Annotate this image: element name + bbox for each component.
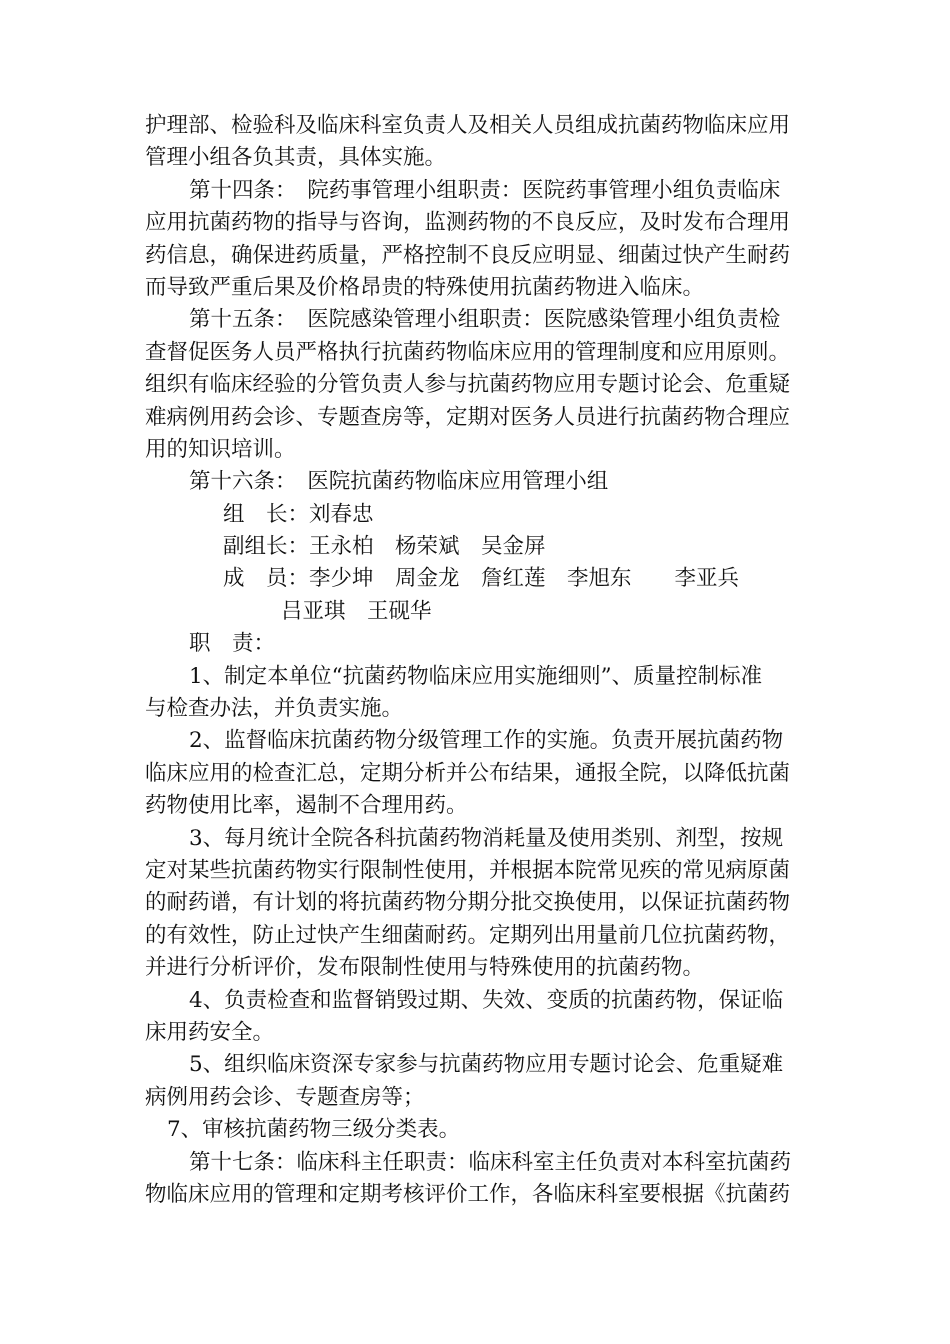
- text-line: 的耐药谱，有计划的将抗菌药物分期分批交换使用，以保证抗菌药物: [145, 890, 791, 916]
- text-line: 的有效性，防止过快产生细菌耐药。定期列出用量前几位抗菌药物，: [145, 922, 791, 948]
- text-line: 定对某些抗菌药物实行限制性使用，并根据本院常见疾的常见病原菌: [145, 857, 791, 883]
- text-line: 床用药安全。: [145, 1019, 275, 1045]
- duty-item-1: 1、制定本单位“抗菌药物临床应用实施细则”、质量控制标准: [189, 663, 763, 689]
- article-15-heading: 第十五条： 医院感染管理小组职责：医院感染管理小组负责检: [189, 307, 781, 333]
- text-line: 药物使用比率，遏制不合理用药。: [145, 793, 468, 819]
- duty-item-7: 7、审核抗菌药物三级分类表。: [167, 1117, 461, 1143]
- duty-item-2: 2、监督临床抗菌药物分级管理工作的实施。负责开展抗菌药物: [189, 728, 784, 754]
- text-line: 组织有临床经验的分管负责人参与抗菌药物应用专题讨论会、危重疑: [145, 372, 791, 398]
- document-body: [145, 110, 810, 1211]
- text-line: 病例用药会诊、专题查房等；: [145, 1084, 425, 1110]
- text-line: 物临床应用的管理和定期考核评价工作，各临床科室要根据《抗菌药: [145, 1181, 791, 1207]
- text-line: 应用抗菌药物的指导与咨询，监测药物的不良反应，及时发布合理用: [145, 210, 791, 236]
- text-line: 管理小组各负其责，具体实施。: [145, 145, 447, 171]
- text-line: 与检查办法，并负责实施。: [145, 696, 404, 722]
- duties-heading: 职 责：: [189, 631, 276, 657]
- members-line: 成 员：李少坤 周金龙 詹红莲 李旭东 李亚兵: [223, 566, 740, 592]
- group-leader-line: 组 长：刘春忠: [223, 501, 374, 527]
- text-line: 用的知识培训。: [145, 436, 296, 462]
- duty-item-3: 3、每月统计全院各科抗菌药物消耗量及使用类别、剂型，按规: [189, 825, 784, 851]
- duty-item-5: 5、组织临床资深专家参与抗菌药物应用专题讨论会、危重疑难: [189, 1052, 784, 1078]
- text-line: 而导致严重后果及价格昂贵的特殊使用抗菌药物进入临床。: [145, 274, 705, 300]
- article-16-heading: 第十六条： 医院抗菌药物临床应用管理小组: [189, 469, 609, 495]
- text-line: 查督促医务人员严格执行抗菌药物临床应用的管理制度和应用原则。: [145, 339, 791, 365]
- article-14-heading: 第十四条： 院药事管理小组职责：医院药事管理小组负责临床: [189, 177, 781, 203]
- text-line: 临床应用的检查汇总，定期分析并公布结果，通报全院，以降低抗菌: [145, 760, 791, 786]
- duty-item-4: 4、负责检查和监督销毁过期、失效、变质的抗菌药物，保证临: [189, 987, 784, 1013]
- members-line-continued: 吕亚琪 王砚华: [281, 598, 432, 624]
- article-17-heading: 第十七条：临床科主任职责：临床科室主任负责对本科室抗菌药: [189, 1149, 792, 1175]
- text-line: 难病例用药会诊、专题查房等，定期对医务人员进行抗菌药物合理应: [145, 404, 791, 430]
- text-line: 并进行分析评价，发布限制性使用与特殊使用的抗菌药物。: [145, 955, 705, 981]
- text-line: 护理部、检验科及临床科室负责人及相关人员组成抗菌药物临床应用: [145, 113, 791, 138]
- text-line: 药信息，确保进药质量，严格控制不良反应明显、细菌过快产生耐药: [145, 242, 791, 268]
- deputy-leader-line: 副组长：王永柏 杨荣斌 吴金屏: [223, 534, 546, 560]
